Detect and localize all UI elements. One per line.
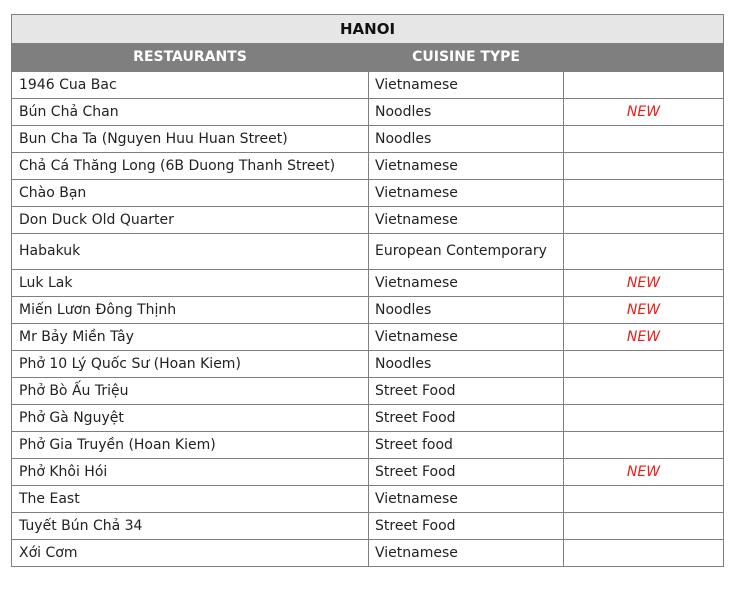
new-badge xyxy=(564,153,724,180)
new-badge xyxy=(564,126,724,153)
table-row xyxy=(12,72,724,99)
new-badge xyxy=(564,513,724,540)
cuisine-type: Noodles xyxy=(369,126,564,153)
new-badge xyxy=(564,207,724,234)
cuisine-type: Street Food xyxy=(369,513,564,540)
restaurant-name: Tuyết Bún Chả 34 xyxy=(12,513,369,540)
table-row xyxy=(12,540,724,567)
table-row xyxy=(12,153,724,180)
new-badge: NEW xyxy=(564,297,724,324)
restaurant-name: Luk Lak xyxy=(12,270,369,297)
table-row xyxy=(12,99,724,126)
new-badge xyxy=(564,405,724,432)
cuisine-type: Vietnamese xyxy=(369,207,564,234)
restaurant-name: Don Duck Old Quarter xyxy=(12,207,369,234)
table-title: HANOI xyxy=(12,15,724,44)
restaurant-name: 1946 Cua Bac xyxy=(12,72,369,99)
restaurant-name: Bún Chả Chan xyxy=(12,99,369,126)
new-badge xyxy=(564,72,724,99)
table-row xyxy=(12,126,724,153)
restaurant-name: Phở Gia Truyền (Hoan Kiem) xyxy=(12,432,369,459)
cuisine-type: Vietnamese xyxy=(369,324,564,351)
table-row xyxy=(12,207,724,234)
new-badge xyxy=(564,180,724,207)
restaurant-name: The East xyxy=(12,486,369,513)
restaurant-name: Phở 10 Lý Quốc Sư (Hoan Kiem) xyxy=(12,351,369,378)
table-row xyxy=(12,351,724,378)
cuisine-type: Vietnamese xyxy=(369,540,564,567)
cuisine-type: Vietnamese xyxy=(369,486,564,513)
cuisine-type: Street Food xyxy=(369,459,564,486)
new-badge xyxy=(564,540,724,567)
title-row xyxy=(12,15,724,44)
restaurant-name: Phở Khôi Hói xyxy=(12,459,369,486)
new-badge xyxy=(564,234,724,270)
column-header-cuisine-type: CUISINE TYPE xyxy=(369,44,564,72)
restaurant-name: Miến Lươn Đông Thịnh xyxy=(12,297,369,324)
new-badge xyxy=(564,432,724,459)
table-row xyxy=(12,459,724,486)
restaurant-name: Mr Bảy Miền Tây xyxy=(12,324,369,351)
cuisine-type: Vietnamese xyxy=(369,180,564,207)
new-badge: NEW xyxy=(564,270,724,297)
new-badge: NEW xyxy=(564,324,724,351)
cuisine-type: Street Food xyxy=(369,405,564,432)
column-header-restaurants: RESTAURANTS xyxy=(12,44,369,72)
table-row xyxy=(12,486,724,513)
header-row xyxy=(12,44,724,72)
table-row xyxy=(12,324,724,351)
new-badge xyxy=(564,486,724,513)
table-row xyxy=(12,297,724,324)
restaurant-name: Bun Cha Ta (Nguyen Huu Huan Street) xyxy=(12,126,369,153)
cuisine-type: Street Food xyxy=(369,378,564,405)
table-row xyxy=(12,270,724,297)
restaurant-name: Chả Cá Thăng Long (6B Duong Thanh Street) xyxy=(12,153,369,180)
cuisine-type: Noodles xyxy=(369,99,564,126)
table-row xyxy=(12,513,724,540)
cuisine-type: Noodles xyxy=(369,351,564,378)
restaurant-name: Habakuk xyxy=(12,234,369,270)
restaurant-table xyxy=(11,14,724,567)
restaurant-name: Chào Bạn xyxy=(12,180,369,207)
table-row xyxy=(12,405,724,432)
cuisine-type: Vietnamese xyxy=(369,270,564,297)
table-row xyxy=(12,378,724,405)
cuisine-type: European Contemporary xyxy=(369,234,564,270)
new-badge xyxy=(564,351,724,378)
table-row xyxy=(12,180,724,207)
cuisine-type: Vietnamese xyxy=(369,72,564,99)
table-row xyxy=(12,432,724,459)
new-badge: NEW xyxy=(564,99,724,126)
restaurant-name: Phở Gà Nguyệt xyxy=(12,405,369,432)
table-row xyxy=(12,234,724,270)
new-badge xyxy=(564,378,724,405)
cuisine-type: Street food xyxy=(369,432,564,459)
cuisine-type: Noodles xyxy=(369,297,564,324)
new-badge: NEW xyxy=(564,459,724,486)
restaurant-name: Phở Bò Ấu Triệu xyxy=(12,378,369,405)
column-header-badge xyxy=(564,44,724,72)
cuisine-type: Vietnamese xyxy=(369,153,564,180)
restaurant-name: Xới Cơm xyxy=(12,540,369,567)
table-body xyxy=(12,72,724,567)
